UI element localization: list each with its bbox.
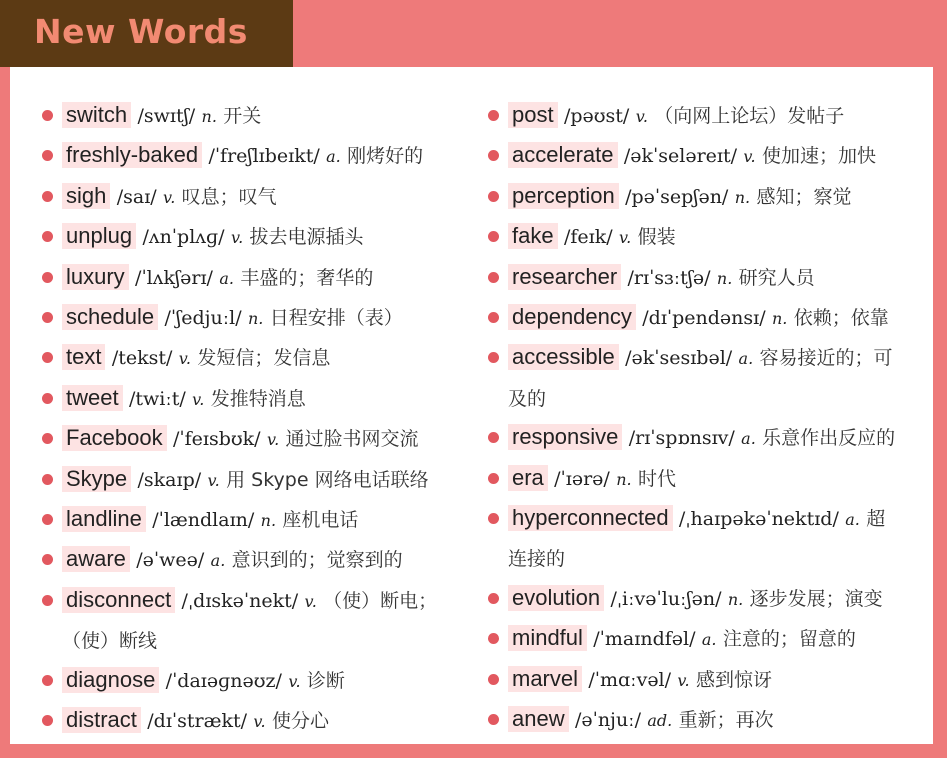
bullet-icon	[42, 675, 53, 686]
part-of-speech: v.	[163, 187, 176, 207]
phonetic-transcription: /ˈʃedjuːl/	[164, 307, 242, 330]
vocab-entry	[40, 217, 480, 257]
vocab-entry	[40, 258, 480, 298]
bullet-icon	[42, 474, 53, 485]
bullet-icon	[42, 110, 53, 121]
vocab-entry	[40, 500, 480, 540]
definition: 依赖；依靠	[793, 307, 889, 330]
phonetic-transcription: /əˈweə/	[136, 549, 205, 572]
part-of-speech: n.	[734, 187, 751, 207]
vocab-word: text	[62, 344, 105, 370]
phonetic-transcription: /ˈlʌkʃərɪ/	[135, 266, 213, 289]
phonetic-transcription: /swɪtʃ/	[137, 105, 196, 127]
phonetic-transcription: /əkˈseləreɪt/	[623, 145, 738, 168]
phonetic-transcription: /skaɪp/	[137, 468, 202, 491]
definition: 座机电话	[282, 509, 359, 532]
vocab-word: landline	[62, 506, 146, 532]
definition: 注意的；留意的	[722, 628, 856, 651]
part-of-speech: v.	[635, 107, 648, 126]
definition: 乐意作出反应的	[762, 427, 896, 450]
bullet-icon	[488, 110, 499, 121]
vocab-word: accessible	[508, 344, 619, 370]
definition: 用 Skype 网络电话联络	[226, 468, 429, 491]
vocab-entry	[40, 379, 480, 419]
vocab-entry	[40, 136, 480, 176]
phonetic-transcription: /ˈdaɪəɡnəʊz/	[165, 669, 282, 692]
vocab-word: freshly-baked	[62, 142, 202, 168]
vocab-word: fake	[508, 223, 558, 249]
definition: 感到惊讶	[696, 668, 773, 691]
bullet-icon	[42, 312, 53, 323]
vocabulary-panel	[10, 67, 933, 744]
part-of-speech: a.	[845, 510, 860, 530]
part-of-speech: a.	[326, 147, 341, 167]
part-of-speech: n.	[616, 469, 632, 489]
part-of-speech: a.	[741, 429, 756, 449]
definition-continuation	[486, 379, 926, 418]
part-of-speech: v.	[207, 470, 220, 490]
bullet-icon	[488, 674, 499, 685]
vocab-entry	[486, 619, 926, 659]
bullet-icon	[42, 715, 53, 726]
part-of-speech: n.	[201, 107, 217, 126]
definition: 逐步发展；演变	[749, 587, 883, 610]
part-of-speech: v.	[743, 147, 756, 167]
vocab-word: evolution	[508, 585, 604, 611]
part-of-speech: a.	[701, 630, 717, 650]
vocab-word: researcher	[508, 264, 621, 290]
bullet-icon	[488, 714, 499, 725]
vocab-entry	[486, 459, 926, 499]
vocab-entry	[40, 661, 480, 701]
part-of-speech: v.	[304, 591, 317, 611]
vocab-word: marvel	[508, 666, 582, 692]
phonetic-transcription: /dɪˈpendənsɪ/	[642, 307, 766, 330]
phonetic-transcription: /əˈnjuː/	[574, 709, 641, 732]
part-of-speech: v.	[178, 349, 192, 369]
phonetic-transcription: /ˈfreʃlɪbeɪkt/	[208, 145, 320, 168]
part-of-speech: v.	[192, 389, 205, 409]
vocab-word: luxury	[62, 264, 129, 290]
vocab-entry	[40, 96, 480, 136]
vocab-entry	[486, 136, 926, 176]
vocab-entry	[40, 298, 480, 338]
vocab-entry	[486, 579, 926, 619]
definition-continuation	[40, 621, 480, 660]
part-of-speech: n.	[248, 309, 264, 329]
vocab-word: perception	[508, 183, 619, 209]
vocab-word: Facebook	[62, 425, 167, 451]
bullet-icon	[42, 595, 53, 606]
definition: 假装	[637, 226, 676, 249]
bullet-icon	[488, 633, 499, 644]
phonetic-transcription: /ˌdɪskəˈnekt/	[181, 589, 299, 612]
phonetic-transcription: /ˈɪərə/	[554, 467, 610, 490]
definition: 日程安排（表）	[269, 307, 403, 330]
vocab-word: era	[508, 465, 548, 491]
part-of-speech: ad.	[647, 711, 673, 731]
vocab-entry	[40, 460, 480, 500]
bullet-icon	[488, 352, 499, 363]
vocab-entry	[40, 419, 480, 459]
part-of-speech: a.	[738, 349, 754, 369]
part-of-speech: n.	[772, 309, 788, 329]
bullet-icon	[488, 231, 499, 242]
definition-line-2: 及的	[508, 387, 547, 410]
bullet-icon	[488, 312, 499, 323]
phonetic-transcription: /əkˈsesɪbəl/	[625, 347, 733, 370]
bullet-icon	[42, 554, 53, 565]
part-of-speech: v.	[288, 671, 301, 691]
vocab-entry	[486, 338, 926, 378]
vocab-word: sigh	[62, 183, 110, 209]
definition: 使加速；加快	[761, 145, 876, 168]
vocab-entry	[486, 660, 926, 700]
vocab-word: anew	[508, 706, 569, 732]
phonetic-transcription: /ˈmɑːvəl/	[588, 668, 672, 691]
vocab-word: post	[508, 102, 558, 128]
definition: 重新；再次	[678, 709, 774, 732]
bullet-icon	[42, 231, 53, 242]
phonetic-transcription: /ˌhaɪpəkəˈnektɪd/	[678, 508, 839, 531]
vocab-entry	[40, 177, 480, 217]
part-of-speech: v.	[253, 712, 266, 732]
vocab-word: dependency	[508, 304, 636, 330]
bullet-icon	[42, 191, 53, 202]
definition: 发推特消息	[210, 387, 306, 410]
definition: 通过脸书网交流	[285, 428, 419, 451]
definition: 刚烤好的	[347, 145, 424, 168]
bullet-icon	[42, 433, 53, 444]
definition: 开关	[223, 105, 262, 127]
vocab-word: distract	[62, 707, 141, 733]
vocab-entry	[486, 418, 926, 458]
phonetic-transcription: /saɪ/	[116, 185, 157, 208]
phonetic-transcription: /twiːt/	[128, 387, 186, 410]
vocab-word: diagnose	[62, 667, 159, 693]
phonetic-transcription: /ˈmaɪndfəl/	[593, 628, 696, 651]
vocab-entry	[40, 581, 480, 621]
part-of-speech: v.	[230, 228, 244, 248]
bullet-icon	[488, 191, 499, 202]
definition-line-2: 连接的	[508, 548, 566, 571]
right-column	[486, 96, 926, 741]
phonetic-transcription: /ˈlændlaɪn/	[152, 509, 255, 532]
vocab-entry	[486, 96, 926, 136]
part-of-speech: v.	[677, 670, 690, 690]
definition-line-2: （使）断线	[62, 630, 158, 653]
vocab-entry	[486, 258, 926, 298]
vocab-word: disconnect	[62, 587, 175, 613]
bullet-icon	[488, 432, 499, 443]
phonetic-transcription: /pəʊst/	[563, 105, 630, 127]
definition: 研究人员	[738, 266, 815, 289]
vocab-entry	[40, 338, 480, 378]
part-of-speech: n.	[260, 511, 277, 531]
phonetic-transcription: /ʌnˈplʌɡ/	[142, 226, 225, 249]
vocab-entry	[486, 298, 926, 338]
vocab-word: unplug	[62, 223, 136, 249]
vocab-entry	[40, 540, 480, 580]
part-of-speech: a.	[219, 268, 234, 288]
vocab-entry	[40, 701, 480, 741]
vocab-word: accelerate	[508, 142, 618, 168]
phonetic-transcription: /tekst/	[111, 347, 173, 370]
bullet-icon	[488, 150, 499, 161]
vocab-word: schedule	[62, 304, 158, 330]
part-of-speech: n.	[727, 589, 744, 609]
phonetic-transcription: /feɪk/	[563, 226, 613, 249]
bullet-icon	[42, 393, 53, 404]
definition: 超	[866, 508, 886, 531]
phonetic-transcription: /rɪˈsɜːtʃə/	[627, 266, 711, 289]
definition: 感知；察觉	[756, 185, 852, 208]
vocab-word: responsive	[508, 424, 622, 450]
definition: 叹息；叹气	[181, 185, 277, 208]
definition: 使分心	[271, 710, 329, 733]
bullet-icon	[488, 513, 499, 524]
part-of-speech: n.	[716, 268, 733, 288]
left-column	[40, 96, 480, 742]
definition: 发短信；发信息	[197, 347, 331, 370]
vocab-word: Skype	[62, 466, 131, 492]
vocab-word: tweet	[62, 385, 123, 411]
bullet-icon	[42, 150, 53, 161]
vocab-entry	[486, 217, 926, 257]
definition: （向网上论坛）发帖子	[654, 105, 845, 127]
definition: 诊断	[306, 669, 345, 692]
part-of-speech: a.	[210, 551, 226, 571]
definition: 丰盛的；奢华的	[240, 266, 374, 289]
phonetic-transcription: /pəˈsepʃən/	[625, 185, 729, 208]
vocab-entry	[486, 499, 926, 539]
page-title: New Words	[34, 12, 248, 51]
definition: （使）断电；	[323, 589, 438, 612]
bullet-icon	[488, 593, 499, 604]
bullet-icon	[488, 272, 499, 283]
vocab-entry	[486, 700, 926, 740]
part-of-speech: v.	[618, 228, 632, 248]
phonetic-transcription: /ˈfeɪsbʊk/	[172, 428, 261, 451]
phonetic-transcription: /rɪˈspɒnsɪv/	[628, 427, 735, 450]
vocab-word: hyperconnected	[508, 505, 673, 531]
vocab-word: aware	[62, 546, 130, 572]
bullet-icon	[488, 473, 499, 484]
definition: 时代	[637, 467, 676, 490]
definition-continuation	[486, 539, 926, 578]
title-bar	[0, 0, 293, 67]
phonetic-transcription: /dɪˈstrækt/	[147, 710, 248, 733]
definition: 拔去电源插头	[249, 226, 364, 249]
part-of-speech: v.	[266, 430, 280, 450]
phonetic-transcription: /ˌiːvəˈluːʃən/	[610, 587, 722, 610]
bullet-icon	[42, 272, 53, 283]
definition: 容易接近的；可	[759, 347, 893, 370]
vocab-entry	[486, 177, 926, 217]
bullet-icon	[42, 514, 53, 525]
definition: 意识到的；觉察到的	[231, 549, 403, 572]
vocab-word: switch	[62, 102, 131, 128]
vocab-word: mindful	[508, 625, 587, 651]
bullet-icon	[42, 352, 53, 363]
